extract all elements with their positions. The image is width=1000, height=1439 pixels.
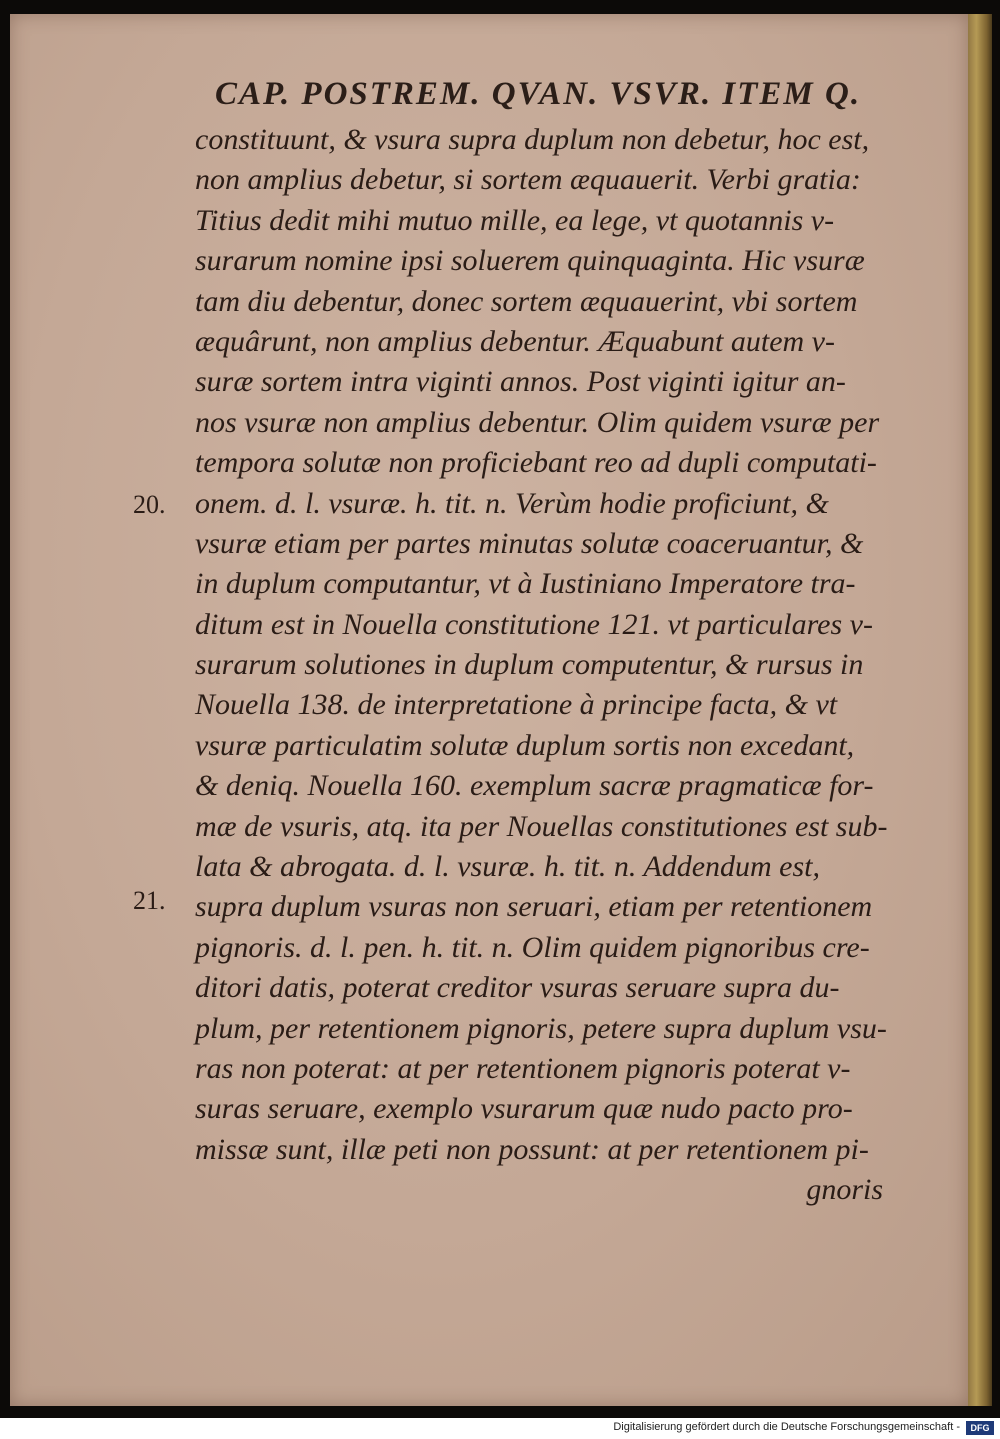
- text-line: vsuræ etiam per partes minutas solutæ coaceruantur, &: [195, 526, 864, 560]
- catchword: gnoris: [806, 1173, 883, 1207]
- margin-number-20: 20.: [133, 490, 166, 519]
- text-line: ditori datis, poterat creditor vsuras seruare supra du-: [195, 971, 840, 1005]
- text-line: missæ sunt, illæ peti non possunt: at per retentionem pi-: [195, 1132, 869, 1166]
- text-line: pignoris. d. l. pen. h. tit. n. Olim quidem pignoribus cre-: [195, 930, 870, 964]
- text-line: nos vsuræ non amplius debentur. Olim quidem vsuræ per: [195, 405, 880, 439]
- text-line: Titius dedit mihi mutuo mille, ea lege, vt quotannis v-: [195, 203, 835, 237]
- text-line: supra duplum vsuras non seruari, etiam per retentionem: [195, 890, 873, 924]
- text-line: tempora solutæ non proficiebant reo ad dupli computati-: [195, 446, 877, 480]
- text-line: tam diu debentur, donec sortem æquauerint, vbi sortem: [195, 284, 858, 318]
- text-line: in duplum computantur, vt à Iustiniano Imperatore tra-: [195, 567, 856, 601]
- text-line: lata & abrogata. d. l. vsuræ. h. tit. n. Addendum est,: [195, 850, 821, 884]
- text-line: plum, per retentionem pignoris, petere supra duplum vsu-: [195, 1011, 887, 1045]
- body-text: [195, 120, 895, 1211]
- text-line: non amplius debetur, si sortem æquauerit. Verbi gratia:: [195, 163, 861, 197]
- text-line: suræ sortem intra viginti annos. Post viginti igitur an-: [195, 365, 846, 399]
- text-line: æquârunt, non amplius debentur. Æquabunt autem v-: [195, 324, 835, 358]
- dfg-logo-icon: DFG: [966, 1421, 994, 1435]
- text-line: mæ de vsuris, atq. ita per Nouellas constitutiones est sub-: [195, 809, 888, 843]
- funding-credit: Digitalisierung gefördert durch die Deutsche Forschungsgemeinschaft -: [613, 1421, 960, 1433]
- running-head: CAP. POSTREM. QVAN. VSVR. ITEM Q.: [215, 76, 862, 112]
- text-line: ditum est in Nouella constitutione 121. vt particulares v-: [195, 607, 873, 641]
- text-line: suras seruare, exemplo vsurarum quæ nudo pacto pro-: [195, 1092, 853, 1126]
- text-line: surarum solutiones in duplum computentur, & rursus in: [195, 648, 864, 682]
- margin-number-21: 21.: [133, 886, 166, 915]
- book-edge: [966, 14, 992, 1406]
- text-line: ras non poterat: at per retentionem pignoris poterat v-: [195, 1051, 851, 1085]
- text-line: surarum nomine ipsi soluerem quinquaginta. Hic vsuræ: [195, 244, 865, 278]
- footer-bar: [0, 1418, 1000, 1439]
- text-line: onem. d. l. vsuræ. h. tit. n. Verùm hodie proficiunt, &: [195, 486, 829, 520]
- text-line: Nouella 138. de interpretatione à principe facta, & vt: [195, 688, 838, 722]
- text-line: constituunt, & vsura supra duplum non debetur, hoc est,: [195, 123, 870, 156]
- text-line: & deniq. Nouella 160. exemplum sacræ pragmaticæ for-: [195, 769, 874, 803]
- text-line: vsuræ particulatim solutæ duplum sortis non excedant,: [195, 728, 855, 762]
